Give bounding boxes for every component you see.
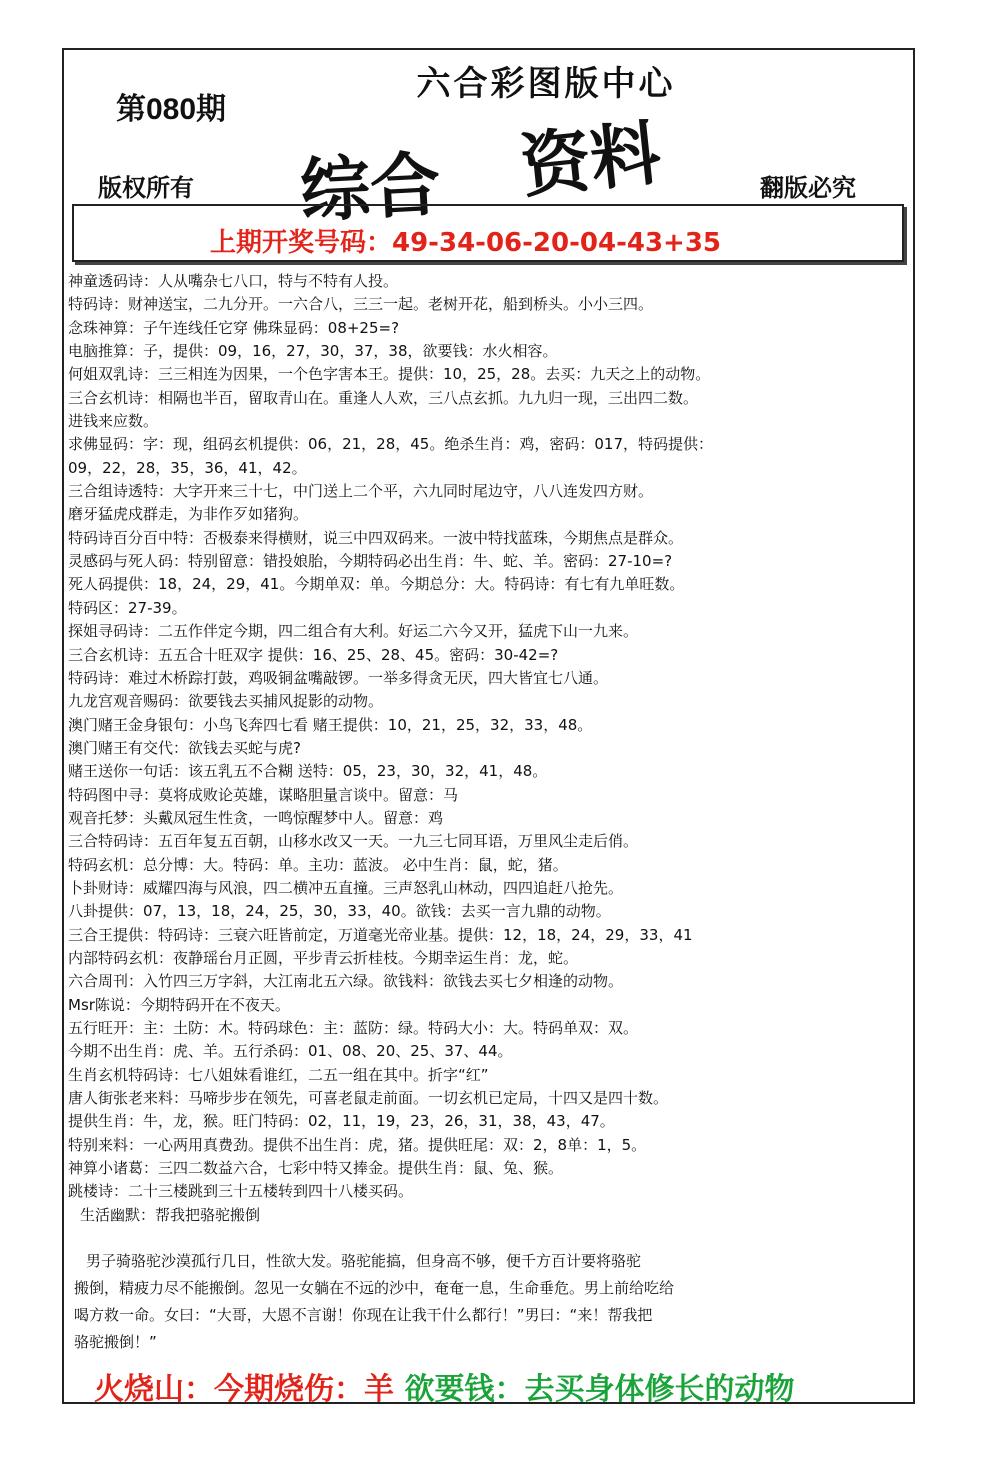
info-line: 澳门赌王金身银句：小鸟飞奔四七看 赌王提供：10，21，25，32，33，48。 xyxy=(68,715,593,734)
info-line: 赌王送你一句话：该五乳五不合糊 送特：05，23，30，32，41，48。 xyxy=(68,762,548,781)
info-line: 神童透码诗：人从嘴杂七八口，特与不特有人投。 xyxy=(68,272,399,290)
info-line: 三合组诗透特：大字开来三十七，中门送上二个平，六九同时尾边守，八八连发四方财。 xyxy=(68,482,654,501)
info-line: 八卦提供：07，13，18，24，25，30，33，40。欲钱：去买一言九鼎的动物。 xyxy=(68,902,611,921)
issue-number: 第080期 xyxy=(116,93,227,126)
info-line: 神算小诸葛：三四二数益六合，七彩中特又捧金。提供生肖：鼠、兔、猴。 xyxy=(68,1159,564,1178)
info-line: 今期不出生肖：虎、羊。五行杀码：01、08、20、25、37、44。 xyxy=(68,1042,513,1061)
info-line: 特码图中寻：莫将成败论英雄，谋略胆量言谈中。留意：马 xyxy=(68,785,459,804)
info-line: 生肖玄机特码诗：七八姐妹看谁红，二五一组在其中。折字“红” xyxy=(68,1065,489,1084)
info-line: Msr陈说：今期特码开在不夜天。 xyxy=(68,995,290,1014)
info-line: 特别来料：一心两用真费劲。提供不出生肖：虎，猪。提供旺尾：双：2，8单：1，5。 xyxy=(68,1135,647,1154)
info-line: 九龙宫观音赐码：欲要钱去买捕风捉影的动物。 xyxy=(68,692,384,711)
story-line: 骆驼搬倒！” xyxy=(74,1333,157,1351)
info-line: 何姐双乳诗：三三相连为因果，一个色字害本王。提供：10，25，28。去买：九天之上的动物。 xyxy=(68,365,711,384)
main-title-part-1: 综合 xyxy=(298,142,443,233)
center-title: 六合彩图版中心 xyxy=(416,64,676,104)
info-line: 六合周刊：入竹四三万字斜，大江南北五六绿。欲钱料：欲钱去买七夕相逢的动物。 xyxy=(68,972,624,991)
copyright-right: 翻版必究 xyxy=(760,174,856,202)
info-line: 三合玄机诗：相隔也半百，留取青山在。重逢人人欢，三八点玄抓。九九归一现，三出四二数。 xyxy=(68,388,699,407)
info-line: 卜卦财诗：威耀四海与风浪，四二横冲五直撞。三声怒乳山林动，四四追赶八抢先。 xyxy=(68,878,624,897)
story-line: 搬倒，精疲力尽不能搬倒。忽见一女躺在不远的沙中，奄奄一息，生命垂危。男上前给吃给 xyxy=(74,1279,675,1297)
info-line: 念珠神算：子午连线任它穿 佛珠显码：08+25=? xyxy=(68,318,400,337)
main-title-part-2: 资料 xyxy=(516,110,665,209)
info-line: 磨牙猛虎戍群走，为非作歹如猪狗。 xyxy=(68,505,309,524)
footer-banner xyxy=(94,1364,794,1408)
info-line: 特码诗百分百中特：否极泰来得横财，说三中四双码来。一波中特找蓝珠，今期焦点是群众。 xyxy=(68,528,684,547)
copyright-left: 版权所有 xyxy=(98,174,194,202)
story-title: 生活幽默：帮我把骆驼搬倒 xyxy=(80,1205,261,1224)
info-line: 内部特码玄机：夜静瑶台月正圆，平步青云折桂枝。今期幸运生肖：龙，蛇。 xyxy=(68,948,579,967)
info-line: 五行旺开：主：土防：木。特码球色：主：蓝防：绿。特码大小：大。特码单双：双。 xyxy=(68,1019,639,1037)
footer-green-text: 欲要钱：去买身体修长的动物 xyxy=(404,1372,795,1407)
info-line: 唐人街张老来料：马啼步步在领先，可喜老鼠走前面。一切玄机已定局，十四又是四十数。 xyxy=(68,1089,669,1108)
info-lines xyxy=(68,270,913,1227)
footer-red-text: 火烧山：今期烧伤：羊 xyxy=(94,1372,394,1407)
info-line: 观音托梦：头戴凤冠生性贪，一鸣惊醒梦中人。留意：鸡 xyxy=(68,808,444,827)
info-line: 灵感码与死人码：特别留意：错投娘胎，今期特码必出生肖：牛、蛇、羊。密码：27-10=? xyxy=(68,552,673,571)
info-line: 09，22，28，35，36，41，42。 xyxy=(68,458,307,477)
info-line: 探姐寻码诗：二五作伴定今期，四二组合有大利。好运二六今又开，猛虎下山一九来。 xyxy=(68,622,639,641)
info-line: 求佛显码：字：现，组码玄机提供：06，21，28，45。绝杀生肖：鸡，密码：017，特码提供： xyxy=(68,435,713,454)
info-line: 死人码提供：18，24，29，41。今期单双：单。今期总分：大。特码诗：有七有九单旺数。 xyxy=(68,575,685,594)
info-line: 特码玄机：总分博：大。特码：单。主功：蓝波。 必中生肖：鼠，蛇，猪。 xyxy=(68,855,568,874)
last-draw-numbers: 上期开奖号码：49-34-06-20-04-43+35 xyxy=(210,228,722,258)
info-line: 提供生肖：牛，龙，猴。旺门特码：02，11，19，23，26，31，38，43，47。 xyxy=(68,1112,615,1131)
info-line: 特码诗：难过木桥踪打鼓，鸡吸铜盆嘴敲锣。一举多得贪无厌，四大皆宜七八通。 xyxy=(68,668,609,687)
info-line: 三合玄机诗：五五合十旺双字 提供：16、25、28、45。密码：30-42=? xyxy=(68,645,559,664)
info-line: 跳楼诗：二十三楼跳到三十五楼转到四十八楼买码。 xyxy=(68,1182,414,1201)
info-line: 特码区：27-39。 xyxy=(68,598,187,617)
story-line: 喝方救一命。女曰：“大哥，大恩不言谢！你现在让我干什么都行！”男曰：“来！帮我把 xyxy=(74,1306,653,1324)
info-line: 特码诗：财神送宝，二九分开。一六合八，三三一起。老树开花，船到桥头。小小三四。 xyxy=(68,295,654,314)
info-line: 进钱来应数。 xyxy=(68,412,159,431)
story-line: 男子骑骆驼沙漠孤行几日，性欲大发。骆驼能搞，但身高不够，便千方百计要将骆驼 xyxy=(86,1252,642,1270)
story-block xyxy=(74,1248,904,1356)
info-line: 电脑推算：子，提供：09，16，27，30，37，38，欲要钱：水火相容。 xyxy=(68,342,558,361)
info-line: 三合王提供：特码诗：三衰六旺皆前定，万道毫光帝业基。提供：12，18，24，29，33，41 xyxy=(68,925,693,944)
info-line: 澳门赌王有交代：欲钱去买蛇与虎? xyxy=(68,738,301,757)
info-line: 三合特码诗：五百年复五百朝，山移水改又一天。一九三七同耳语，万里风尘走后俏。 xyxy=(68,832,639,851)
